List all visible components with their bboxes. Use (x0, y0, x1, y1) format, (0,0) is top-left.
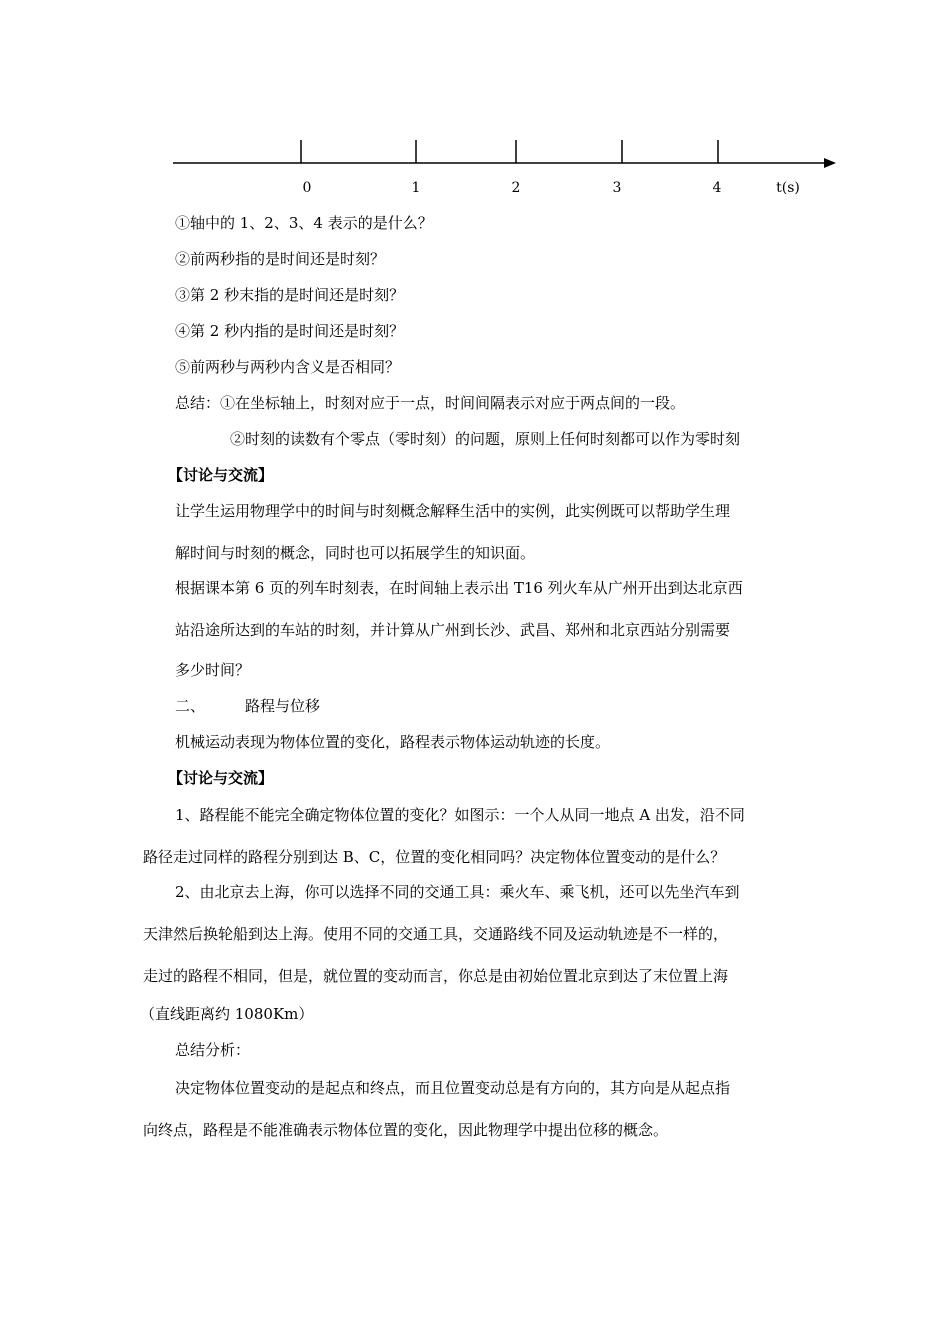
discussion1-para1-line2: 解时间与时刻的概念，同时也可以拓展学生的知识面。 (175, 544, 536, 562)
tick-label-3: 3 (612, 180, 622, 196)
summary2-line-1: 决定物体位置变动的是起点和终点，而且位置变动总是有方向的，其方向是从起点指 (175, 1079, 731, 1097)
question-1: ①轴中的 1、2、3、4 表示的是什么？ (175, 214, 433, 232)
summary2-line-2: 向终点，路程是不能准确表示物体位置的变化，因此物理学中提出位移的概念。 (143, 1121, 669, 1139)
discussion2-item2-line1: 2、由北京去上海，你可以选择不同的交通工具：乘火车、乘飞机，还可以先坐汽车到 (175, 883, 740, 901)
section2-intro: 机械运动表现为物体位置的变化，路程表示物体运动轨迹的长度。 (175, 733, 611, 751)
section2-number: 二、 (175, 697, 206, 715)
summary-line-2: ②时刻的读数有个零点（零时刻）的问题，原则上任何时刻都可以作为零时刻 (230, 430, 741, 448)
discussion1-para1-line1: 让学生运用物理学中的时间与时刻概念解释生活中的实例，此实例既可以帮助学生理 (175, 502, 731, 520)
discussion2-item2-line3: 走过的路程不相同，但是，就位置的变动而言，你总是由初始位置北京到达了末位置上海 (143, 967, 729, 985)
tick-label-1: 1 (411, 180, 421, 196)
time-axis-diagram (0, 0, 950, 210)
discussion2-item1-line2: 路径走过同样的路程分别到达 B、C，位置的变化相同吗？决定物体位置变动的是什么？ (143, 848, 726, 866)
discussion2-item2-line4: （直线距离约 1080Km） (140, 1005, 314, 1023)
question-3: ③第 2 秒末指的是时间还是时刻？ (175, 286, 405, 304)
question-2: ②前两秒指的是时间还是时刻？ (175, 250, 386, 268)
question-4: ④第 2 秒内指的是时间还是时刻？ (175, 322, 405, 340)
summary2-heading: 总结分析： (175, 1041, 251, 1059)
axis-arrow-icon (824, 158, 836, 168)
summary-line-1: 总结：①在坐标轴上，时刻对应于一点，时间间隔表示对应于两点间的一段。 (175, 394, 686, 412)
discussion2-item1-line1: 1、路程能不能完全确定物体位置的变化？如图示：一个人从同一地点 A 出发，沿不同 (175, 806, 745, 824)
tick-label-4: 4 (712, 180, 722, 196)
discussion-heading-2: 【讨论与交流】 (168, 769, 274, 787)
axis-unit-label: t(s) (776, 180, 800, 196)
question-5: ⑤前两秒与两秒内含义是否相同？ (175, 358, 401, 376)
section2-title: 路程与位移 (245, 697, 321, 715)
discussion1-para2-line1: 根据课本第 6 页的列车时刻表，在时间轴上表示出 T16 列火车从广州开出到达北京西 (175, 579, 743, 597)
discussion-heading-1: 【讨论与交流】 (168, 466, 274, 484)
discussion2-item2-line2: 天津然后换轮船到达上海。使用不同的交通工具，交通路线不同及运动轨迹是不一样的， (143, 925, 729, 943)
discussion1-para2-line2: 站沿途所达到的车站的时刻，并计算从广州到长沙、武昌、郑州和北京西站分别需要 (175, 621, 731, 639)
discussion1-para2-line3: 多少时间？ (175, 661, 251, 679)
tick-label-0: 0 (302, 180, 312, 196)
tick-label-2: 2 (511, 180, 521, 196)
